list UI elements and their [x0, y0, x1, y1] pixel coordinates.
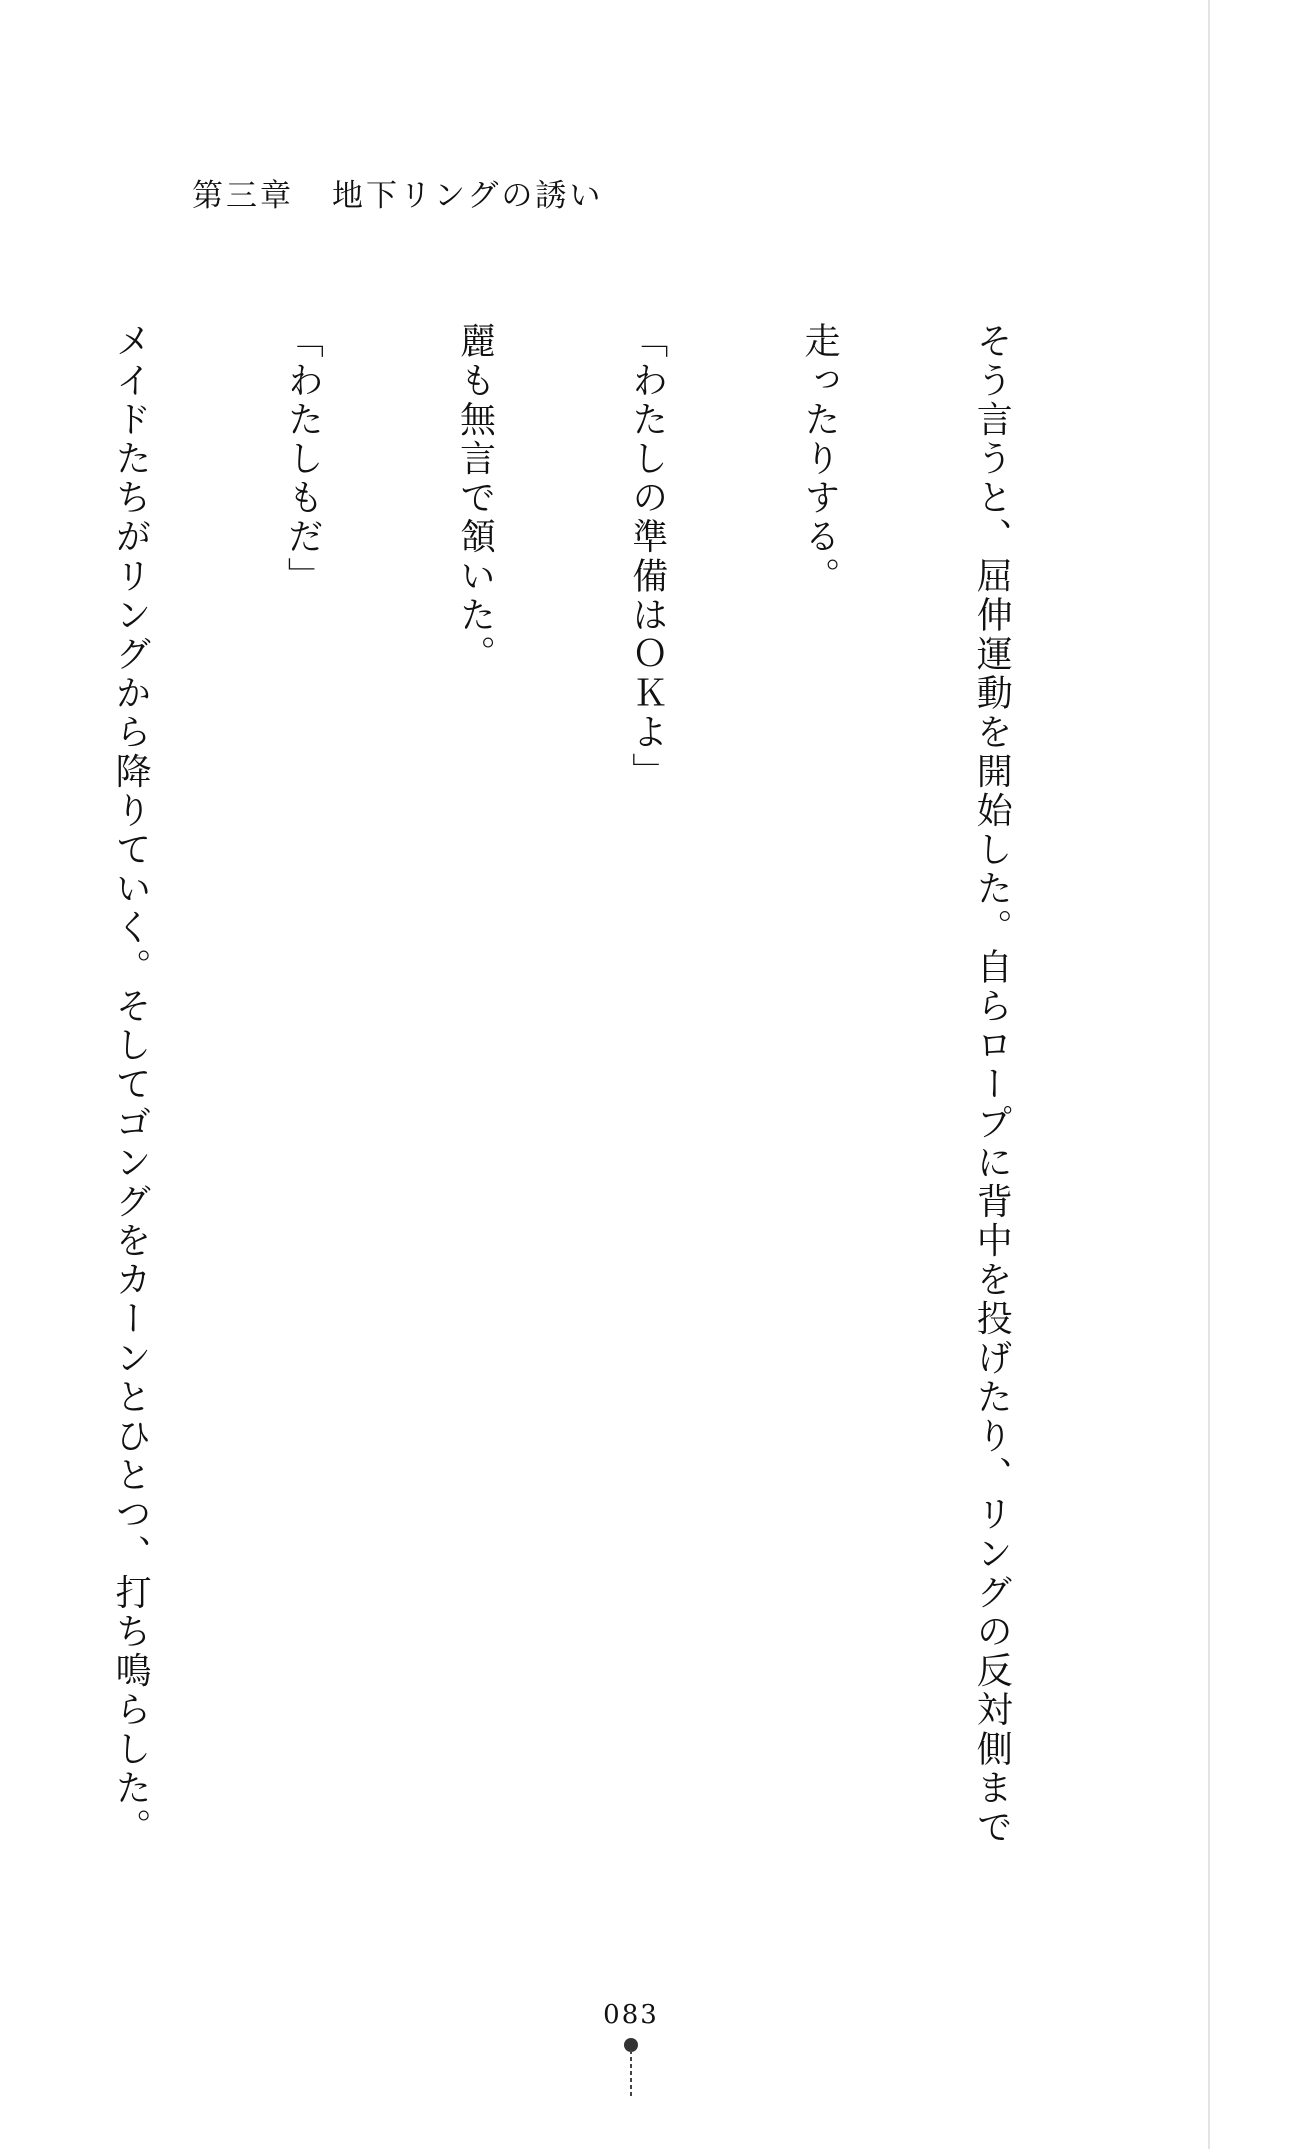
page-number: 083 — [603, 2000, 659, 2030]
body-line: 麗も無言で頷いた。 — [454, 322, 496, 674]
body-line: そう言うと、屈伸運動を開始した。自らロープに背中を投げたり、リングの反対側まで — [971, 322, 1013, 1847]
folio-ornament — [624, 2038, 638, 2098]
body-line: メイドたちがリングから降りていく。そしてゴングをカーンとひとつ、打ち鳴らした。 — [110, 322, 152, 1847]
scan-edge-line — [1208, 0, 1210, 2149]
body-line: 「わたしの準備はＯＫよ」 — [626, 322, 668, 792]
body-text — [0, 322, 1135, 1847]
running-head — [192, 170, 603, 215]
chapter-title: 地下リングの誘い — [332, 178, 604, 214]
chapter-number: 第三章 — [192, 178, 294, 214]
body-line: 走ったりする。 — [798, 322, 840, 596]
folio-stem — [630, 2050, 632, 2096]
body-line: 「わたしもだ」 — [282, 322, 324, 596]
